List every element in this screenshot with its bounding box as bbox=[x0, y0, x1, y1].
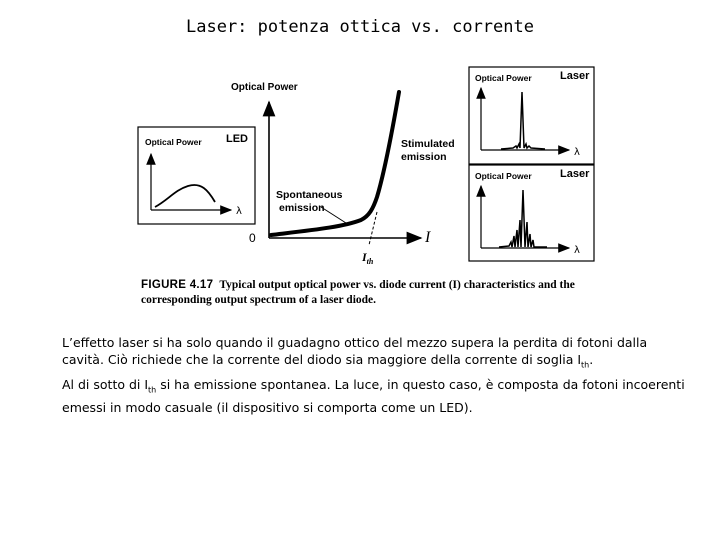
threshold-dashed-line bbox=[369, 212, 377, 245]
figure-caption-number: FIGURE 4.17 bbox=[141, 279, 214, 291]
paragraph-spontaneous-emission bbox=[62, 376, 687, 416]
stimulated-label-1: Stimulated bbox=[401, 138, 455, 150]
paragraph-laser-threshold bbox=[62, 334, 687, 374]
paragraph-1-sub: th bbox=[581, 360, 590, 370]
led-inset-tag: LED bbox=[226, 133, 248, 145]
laser-inset-bottom-tag: Laser bbox=[560, 168, 590, 180]
spontaneous-label-1: Spontaneous bbox=[276, 189, 343, 201]
paragraph-1-end: . bbox=[589, 352, 594, 367]
spontaneous-pointer bbox=[321, 207, 346, 223]
figure-drawing bbox=[133, 62, 603, 312]
paragraph-2-text: si ha emissione spontanea. La luce, in questo caso, è composta da fotoni incoerenti emessi in modo casuale (il dispositivo si comporta come un LED). bbox=[62, 377, 685, 415]
paragraph-2-start: Al di sotto di I bbox=[62, 377, 149, 392]
paragraph-2-sub: th bbox=[148, 385, 157, 395]
threshold-label: $I_{th}$ bbox=[362, 250, 374, 266]
figure-caption bbox=[141, 278, 606, 308]
led-inset-ylabel: Optical Power bbox=[145, 137, 202, 147]
laser-inset-top-xlabel: λ bbox=[574, 147, 580, 158]
stimulated-label-2: emission bbox=[401, 151, 447, 163]
laser-inset-top-ylabel: Optical Power bbox=[475, 73, 532, 83]
figure-laser-characteristics bbox=[133, 62, 603, 312]
led-inset-xlabel: λ bbox=[236, 206, 242, 217]
main-ylabel: Optical Power bbox=[231, 82, 298, 93]
slide-title: Laser: potenza ottica vs. corrente bbox=[186, 17, 534, 37]
paragraph-1-text: L’effetto laser si ha solo quando il guadagno ottico del mezzo supera la perdita di fotoni dalla cavità. Ciò richiede che la corrente del diodo sia maggiore della corrente di soglia I bbox=[62, 335, 648, 367]
figure-caption-text: Typical output optical power vs. diode current (I) characteristics and the corresponding output spectrum of a laser diode. bbox=[141, 279, 575, 306]
main-xlabel: I bbox=[425, 229, 431, 246]
main-origin-label: 0 bbox=[249, 231, 256, 245]
laser-inset-bottom-xlabel: λ bbox=[574, 245, 580, 256]
spontaneous-label-2: emission bbox=[279, 202, 325, 214]
laser-inset-bottom-ylabel: Optical Power bbox=[475, 171, 532, 181]
laser-inset-top-tag: Laser bbox=[560, 70, 590, 82]
